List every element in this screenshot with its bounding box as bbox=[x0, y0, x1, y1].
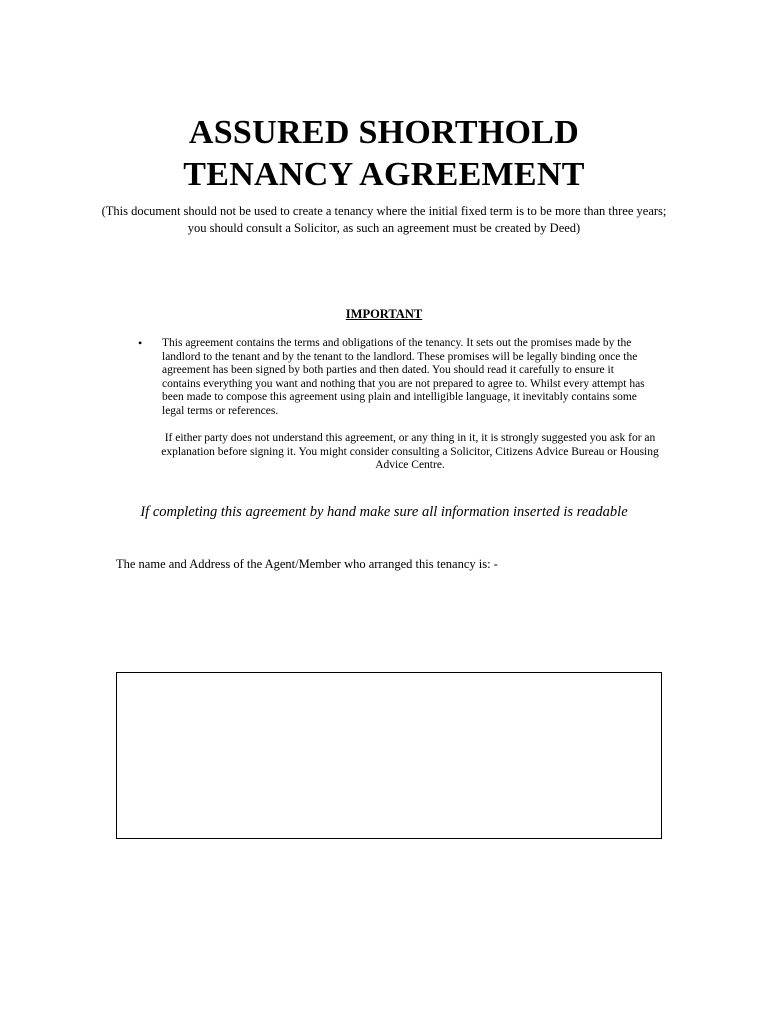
title-line-1: ASSURED SHORTHOLD bbox=[188, 114, 580, 151]
deed-disclaimer: (This document should not be used to create a tenancy where the initial fixed term is to be more than three years; you should consult a Solicitor, as such an agreement must be created by Deed) bbox=[101, 204, 667, 235]
bullet-icon: • bbox=[138, 336, 143, 350]
important-heading: IMPORTANT bbox=[345, 307, 423, 321]
title-line-2: TENANCY AGREEMENT bbox=[183, 156, 585, 193]
document-title bbox=[0, 112, 768, 196]
agent-address-label: The name and Address of the Agent/Member who arranged this tenancy is: - bbox=[116, 557, 498, 571]
agreement-terms-paragraph: This agreement contains the terms and obligations of the tenancy. It sets out the promises made by the landlord to the tenant and by the tenant to the landlord. These promises will be legally binding once the agreement has been signed by both parties and then dated. You should read it carefully to ensure it contains everything you want and nothing that you are not prepared to agree to. Whilst every attempt has been made to compose this agreement using plain and intelligible language, it inevitably contains some legal terms or references. bbox=[162, 337, 645, 417]
hand-completion-notice: If completing this agreement by hand make sure all information inserted is readable bbox=[140, 504, 628, 520]
explanation-paragraph: If either party does not understand this agreement, or any thing in it, it is strongly suggested you ask for an explanation before signing it. You might consider consulting a Solicitor, Citizens Advice Bureau or Housing Advice Centre. bbox=[161, 432, 659, 472]
agent-address-box[interactable] bbox=[116, 672, 662, 839]
